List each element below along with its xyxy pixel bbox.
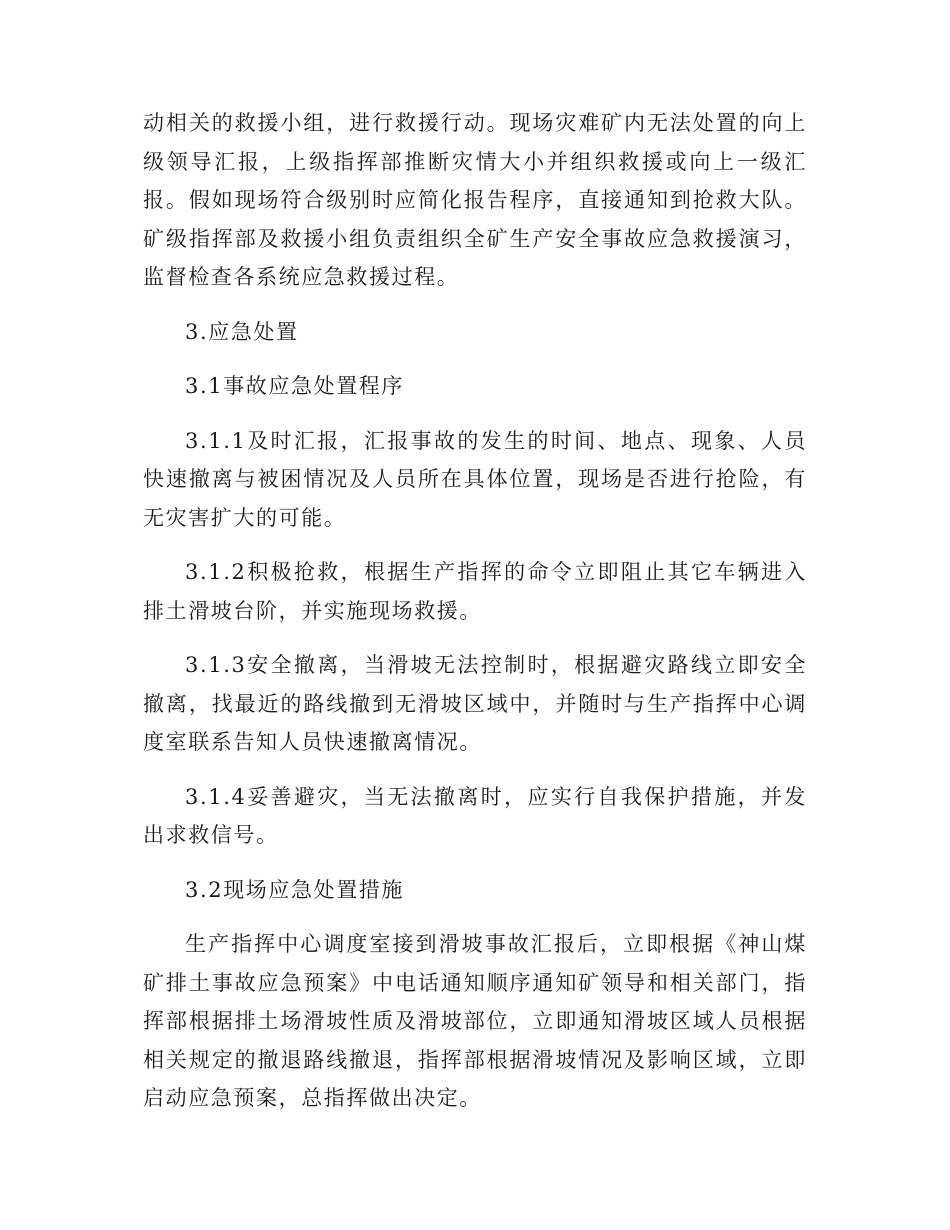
subsection-heading-onsite-measures: 3.2现场应急处置措施 (185, 877, 404, 902)
paragraph-safe-evacuation: 3.1.3安全撤离，当滑坡无法控制时，根据避灾路线立即安全撤离，找最近的路线撤到无滑坡区域中，并随时与生产指挥中心调度室联系告知人员快速撤离情况。 (143, 653, 807, 754)
paragraph-active-rescue: 3.1.2积极抢救，根据生产指挥的命令立即阻止其它车辆进入排土滑坡台阶，并实施现场救援。 (143, 560, 807, 623)
paragraph-rescue-continuation: 动相关的救援小组，进行救援行动。现场灾难矿内无法处置的向上级领导汇报，上级指挥部推断灾情大小并组织救援或向上一级汇报。假如现场符合级别时应简化报告程序，直接通知到抢救大队。矿级指挥部及救援小组负责组织全矿生产安全事故应急救援演习，监督检查各系统应急救援过程。 (143, 111, 807, 289)
paragraph-proper-shelter: 3.1.4妥善避灾，当无法撤离时，应实行自我保护措施，并发出求救信号。 (143, 784, 807, 847)
paragraph-dispatch-response: 生产指挥中心调度室接到滑坡事故汇报后，立即根据《神山煤矿排土事故应急预案》中电话通知顺序通知矿领导和相关部门，指挥部根据排土场滑坡性质及滑坡部位，立即通知滑坡区域人员根据相关规定的撤退路线撤退，指挥部根据滑坡情况及影响区域，立即启动应急预案，总指挥做出决定。 (143, 932, 807, 1110)
section-heading-emergency-handling: 3.应急处置 (185, 319, 299, 344)
paragraph-timely-report: 3.1.1及时汇报，汇报事故的发生的时间、地点、现象、人员快速撤离与被困情况及人员所在具体位置，现场是否进行抢险，有无灾害扩大的可能。 (143, 428, 807, 530)
document-body (143, 104, 807, 1134)
subsection-heading-procedure: 3.1事故应急处置程序 (185, 374, 404, 398)
